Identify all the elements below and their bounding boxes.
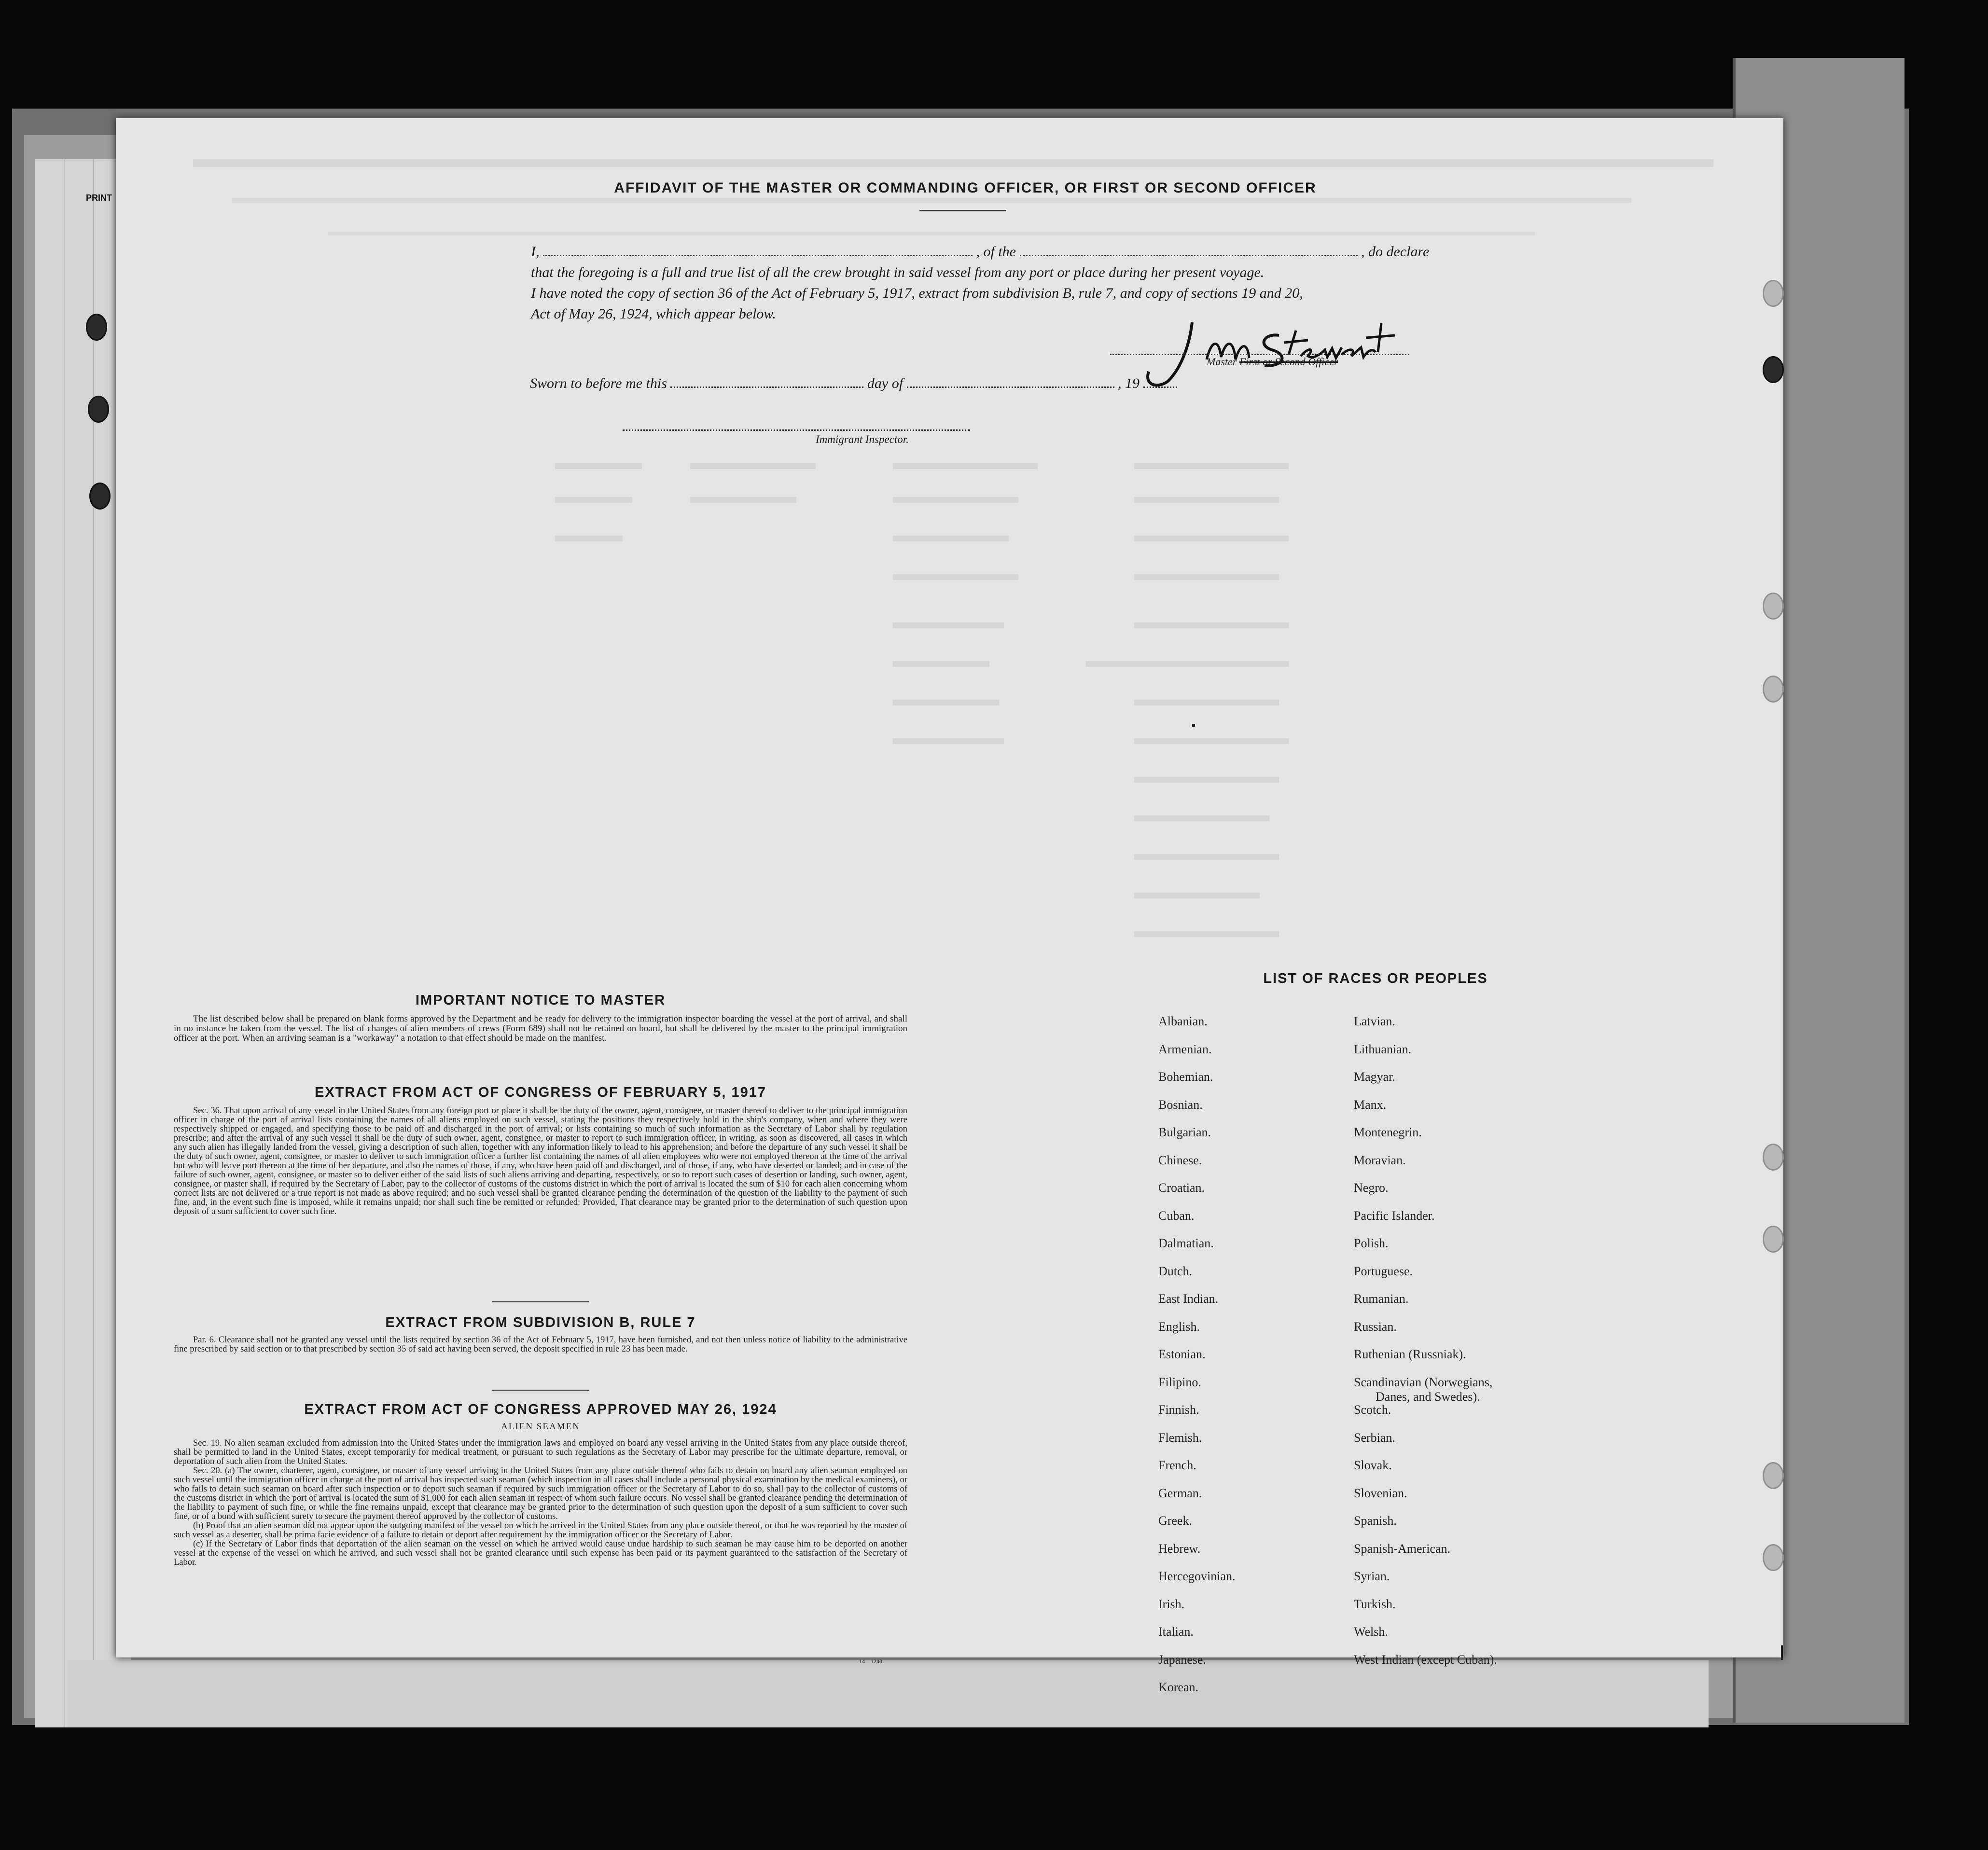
bleed-row xyxy=(555,893,1424,909)
bleed-row xyxy=(555,700,1424,716)
race-item: Bohemian. xyxy=(1158,1070,1213,1084)
race-item: Estonian. xyxy=(1158,1347,1206,1361)
punch-hole-right-1 xyxy=(1763,280,1784,307)
race-item: Italian. xyxy=(1158,1625,1194,1639)
bleed-row xyxy=(555,463,1424,480)
title-rule xyxy=(919,210,1006,211)
race-item: Magyar. xyxy=(1354,1070,1395,1084)
affidavit-declare-label: , do declare xyxy=(1361,244,1430,260)
races-title: LIST OF RACES OR PEOPLES xyxy=(1263,971,1488,986)
stray-mark xyxy=(1781,1645,1783,1660)
extract-rule7-body xyxy=(174,1336,907,1354)
affidavit-line-1 xyxy=(531,244,1429,260)
signature-line xyxy=(1110,354,1409,355)
bleed-row xyxy=(555,622,1424,639)
race-item: Cuban. xyxy=(1158,1208,1195,1223)
races-left-column xyxy=(1158,1014,1313,1714)
punch-hole-right-5 xyxy=(1763,1144,1784,1171)
race-item: Pacific Islander. xyxy=(1354,1208,1435,1223)
race-item: Korean. xyxy=(1158,1680,1199,1694)
extract-rule7-title: EXTRACT FROM SUBDIVISION B, RULE 7 xyxy=(385,1315,696,1330)
race-item: Russian. xyxy=(1354,1319,1397,1334)
race-item: Croatian. xyxy=(1158,1181,1205,1195)
race-item: Finnish. xyxy=(1158,1403,1199,1417)
punch-hole-right-2 xyxy=(1763,356,1784,383)
punch-hole-right-8 xyxy=(1763,1544,1784,1571)
notice-body xyxy=(174,1014,907,1043)
race-item: Armenian. xyxy=(1158,1042,1212,1056)
race-item: Irish. xyxy=(1158,1597,1185,1611)
punch-hole-left-2 xyxy=(88,396,109,423)
bleed-row xyxy=(555,815,1424,832)
signatory-title xyxy=(1207,356,1338,368)
race-item: Bosnian. xyxy=(1158,1097,1203,1112)
bleed-row xyxy=(555,777,1424,793)
race-item: Bulgarian. xyxy=(1158,1125,1211,1139)
race-item: Polish. xyxy=(1354,1236,1389,1250)
notice-title: IMPORTANT NOTICE TO MASTER xyxy=(415,993,666,1008)
sec-20b-text: (b) Proof that an alien seaman did not appear upon the outgoing manifest of the vessel on which he arrived in the United States from any place outside thereof, or that he was reported by the master of such vessel as a deserter, shall be prima facie evidence of a failure to detain or deport after requirement by the immigration officer or the Secretary of Labor. xyxy=(174,1521,907,1540)
race-item: Ruthenian (Russniak). xyxy=(1354,1347,1466,1361)
race-item: Negro. xyxy=(1354,1181,1389,1195)
race-item: Portuguese. xyxy=(1354,1264,1413,1278)
extract-1924-title: EXTRACT FROM ACT OF CONGRESS APPROVED MAY 26, 1924 xyxy=(304,1402,777,1417)
race-item: Danes, and Swedes). xyxy=(1376,1389,1480,1404)
notice-text: The list described below shall be prepared on blank forms approved by the Department and be ready for delivery to the immigration inspector boarding the vessel at the port of arrival, and shall in no instance be taken from the vessel. The list of changes of alien members of crews (Form 689) shall not be retained on board, but shall be delivered by the master to the principal immigration officer at the port. When an arriving seaman is a "workaway" a notation to that effect should be made on the manifest. xyxy=(174,1014,907,1043)
race-item: English. xyxy=(1158,1319,1200,1334)
race-item: Moravian. xyxy=(1354,1153,1406,1167)
par-6-text: Par. 6. Clearance shall not be granted any vessel until the lists required by section 36 of the Act of February 5, 1917, have been furnished, and not then unless notice of liability to the administrative fine prescribed by said section or to that prescribed by section 35 of said act having been served, the deposit specified in rule 23 has been made. xyxy=(174,1335,907,1354)
section-divider xyxy=(492,1301,589,1302)
race-item: Spanish. xyxy=(1354,1514,1397,1528)
race-item: Slovenian. xyxy=(1354,1486,1407,1500)
race-item: Dalmatian. xyxy=(1158,1236,1214,1250)
sworn-year-label: , 19 xyxy=(1118,375,1140,391)
race-item: Welsh. xyxy=(1354,1625,1388,1639)
race-item: Albanian. xyxy=(1158,1014,1208,1028)
bleed-row xyxy=(555,536,1424,552)
affidavit-line-2: that the foregoing is a full and true list of all the crew brought in said vessel from any port or place during her present voyage. xyxy=(531,264,1265,280)
race-item: Chinese. xyxy=(1158,1153,1202,1167)
sworn-prefix: Sworn to before me this xyxy=(530,375,667,391)
inspector-signature-line[interactable] xyxy=(623,429,970,431)
alien-seamen-subtitle: ALIEN SEAMEN xyxy=(501,1422,580,1432)
sworn-month-field[interactable] xyxy=(907,387,1114,388)
race-item: Slovak. xyxy=(1354,1458,1392,1472)
race-item: Scotch. xyxy=(1354,1403,1391,1417)
race-item: Dutch. xyxy=(1158,1264,1193,1278)
race-item: French. xyxy=(1158,1458,1196,1472)
affidavit-line-3: I have noted the copy of section 36 of the Act of February 5, 1917, extract from subdivision B, rule 7, and copy of sections 19 and 20, xyxy=(531,285,1303,301)
section-divider xyxy=(492,1390,589,1391)
race-item: Latvian. xyxy=(1354,1014,1395,1028)
race-item: Spanish-American. xyxy=(1354,1541,1451,1556)
form-number: 14—1240 xyxy=(859,1658,882,1665)
punch-hole-right-3 xyxy=(1763,593,1784,620)
punch-hole-right-4 xyxy=(1763,676,1784,703)
race-item: Manx. xyxy=(1354,1097,1387,1112)
sec-20c-text: (c) If the Secretary of Labor finds that deportation of the alien seaman on the vessel on which he arrived would cause undue hardship to such seaman he may cause him to be deported on another vessel at the expense of the vessel on which he arrived, and such vessel shall not be granted clearance until such expense has been paid or its payment guaranteed to the satisfaction of the Secretary of Labor. xyxy=(174,1539,907,1567)
race-item: Scandinavian (Norwegians, xyxy=(1354,1375,1493,1389)
race-item: Turkish. xyxy=(1354,1597,1396,1611)
struck-officer-label: First or Second Officer xyxy=(1239,356,1338,368)
punch-hole-left-1 xyxy=(86,314,107,341)
bleed-row xyxy=(555,854,1424,870)
sec-19-text: Sec. 19. No alien seaman excluded from admission into the United States under the immigration laws and employed on board any vessel arriving in the United States from any place outside thereof, shall be permitted to land in the United States, except temporarily for medical treatment, or pursuant to such regulations as the Secretary of Labor may prescribe for the ultimate departure, removal, or deportation of such alien from the United States. xyxy=(174,1438,907,1466)
bleed-row xyxy=(555,497,1424,513)
print-label: PRINT xyxy=(86,193,112,203)
race-item: West Indian (except Cuban). xyxy=(1354,1652,1497,1667)
sworn-day-label: day of xyxy=(867,375,904,391)
extract-1917-body xyxy=(174,1106,907,1216)
race-item: Lithuanian. xyxy=(1354,1042,1412,1056)
race-item: East Indian. xyxy=(1158,1292,1219,1306)
sworn-day-field[interactable] xyxy=(670,387,863,388)
race-item: Greek. xyxy=(1158,1514,1193,1528)
race-item: Rumanian. xyxy=(1354,1292,1409,1306)
race-item: Flemish. xyxy=(1158,1430,1202,1445)
inspector-label: Immigrant Inspector. xyxy=(816,433,909,445)
sworn-line xyxy=(530,375,1177,392)
race-item: Hercegovinian. xyxy=(1158,1569,1236,1583)
affidavit-line-4: Act of May 26, 1924, which appear below. xyxy=(531,306,776,322)
extract-1924-body xyxy=(174,1439,907,1567)
affidavit-i-label: I, xyxy=(531,244,540,260)
race-item: German. xyxy=(1158,1486,1202,1500)
bleed-row xyxy=(555,931,1424,948)
race-item: Japanese. xyxy=(1158,1652,1206,1667)
race-item: Syrian. xyxy=(1354,1569,1390,1583)
affidavit-title: AFFIDAVIT OF THE MASTER OR COMMANDING OFFICER, OR FIRST OR SECOND OFFICER xyxy=(614,180,1317,196)
sworn-year-field[interactable] xyxy=(1143,387,1177,388)
race-item: Filipino. xyxy=(1158,1375,1201,1389)
vessel-blank-field[interactable] xyxy=(1020,255,1358,256)
punch-hole-right-7 xyxy=(1763,1462,1784,1489)
bleed-row xyxy=(555,574,1424,591)
master-label: Master xyxy=(1207,356,1237,368)
punch-hole-left-3 xyxy=(89,483,111,510)
extract-1917-title: EXTRACT FROM ACT OF CONGRESS OF FEBRUARY 5, 1917 xyxy=(314,1085,767,1100)
punch-hole-right-6 xyxy=(1763,1226,1784,1253)
race-item: Serbian. xyxy=(1354,1430,1395,1445)
sec-36-text: Sec. 36. That upon arrival of any vessel in the United States from any foreign port or place it shall be the duty of the owner, agent, consignee, or master thereof to deliver to the principal immigration officer in charge of the port of arrival lists containing the names of all aliens employed on such vessel, stating the positions they respectively hold in the ship's company, when and where they were respectively shipped or engaged, and specifying those to be paid off and discharged in the port of arrival; or lists containing so much of such information as the Secretary of Labor shall by regulation prescribe; and after the arrival of any such vessel it shall be the duty of such owner, agent, consignee, or master to report to such immigration officer, in writing, as soon as discovered, all cases in which any such alien has illegally landed from the vessel, giving a description of such alien, together with any information likely to lead to his apprehension; and before the departure of any such vessel it shall be the duty of such owner, agent, consignee, or master to deliver to such immigration officer a further list containing the names of all alien employees who were not employed thereon at the time of the arrival but who will leave port thereon at the time of her departure, and also the names of those, if any, who have been paid off and discharged, and of those, if any, who have deserted or landed; and in case of the failure of such owner, agent, consignee, or master so to deliver either of the said lists of such aliens arriving and departing, respectively, or so to report such cases of desertion or landing, such owner, agent, consignee, or master shall, if required by the Secretary of Labor, pay to the collector of customs of the customs district in which the port of arrival is located the sum of $10 for each alien concerning whom correct lists are not delivered or a true report is not made as above required; and no such vessel shall be granted clearance pending the determination of the question of the liability to the payment of such fine, and, in the event such fine is imposed, while it remains unpaid; nor shall such fine be remitted or refunded: Provided, That clearance may be granted prior to the determination of such question upon deposit of a sum sufficient to cover such fine. xyxy=(174,1106,907,1216)
sec-20a-text: Sec. 20. (a) The owner, charterer, agent, consignee, or master of any vessel arriving in the United States from any place outside thereof who fails to detain on board any alien seaman employed on such vessel until the immigration officer in charge at the port of arrival has inspected such seaman (which inspection in all cases shall include a personal physical examination by the medical examiners), or who fails to detain such seaman on board after such inspection or to deport such seaman if required by such immigration officer or the Secretary of Labor to do so, shall pay to the collector of customs of the customs district in which the port of arrival is located the sum of $1,000 for each alien seaman in respect of whom such failure occurs. No vessel shall be granted clearance pending the determination of the liability to payment of such fine, or while the fine remains unpaid, except that clearance may be granted prior to the determination of such question upon the deposit of a sum sufficient to cover such fine, or of a bond with sufficient surety to secure the payment thereof approved by the collector of customs. xyxy=(174,1466,907,1521)
affidavit-of-label: , of the xyxy=(976,244,1016,260)
bleed-row xyxy=(555,738,1424,755)
race-item: Hebrew. xyxy=(1158,1541,1201,1556)
stray-dot xyxy=(1192,724,1195,727)
race-item: Montenegrin. xyxy=(1354,1125,1422,1139)
races-right-column xyxy=(1354,1014,1624,1714)
name-blank-field[interactable] xyxy=(543,255,973,256)
bleed-row xyxy=(555,661,1424,677)
